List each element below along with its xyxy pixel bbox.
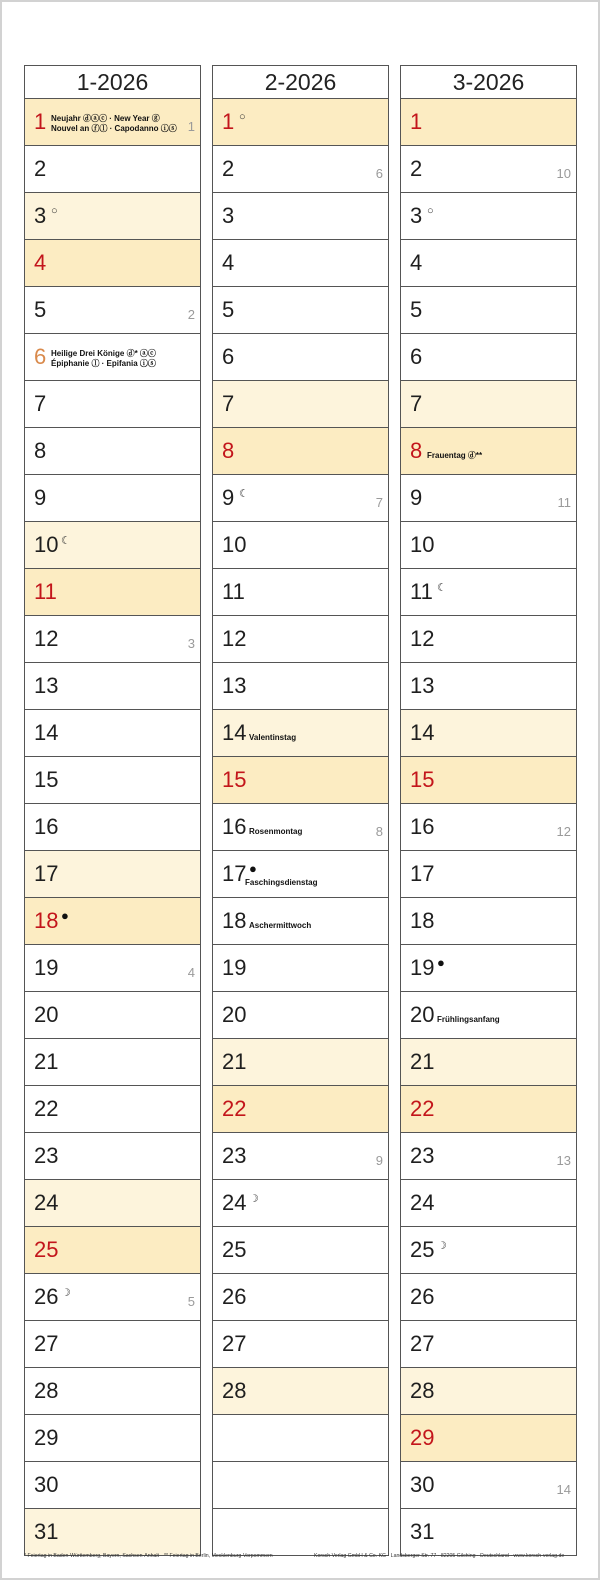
day-row — [25, 1180, 200, 1227]
day-note: Frühlingsanfang — [437, 1015, 500, 1024]
day-row — [213, 240, 388, 287]
day-row — [25, 616, 200, 663]
day-number: 30 — [410, 1472, 435, 1497]
day-note: Faschingsdienstag — [245, 878, 318, 887]
first-quarter-moon-icon: ☾ — [437, 582, 447, 594]
day-row — [25, 1462, 200, 1509]
day-row — [401, 710, 576, 757]
day-row — [25, 851, 200, 898]
day-row — [401, 1415, 576, 1462]
day-number: 29 — [34, 1425, 59, 1450]
day-number: 25 — [34, 1237, 59, 1262]
calendar-week-number: 10 — [556, 166, 571, 181]
day-row — [25, 381, 200, 428]
day-note-secondary: Épiphanie ⓛ · Epifania ⓘⓢ — [51, 359, 156, 368]
full-moon-icon: ● — [61, 908, 69, 923]
day-number: 7 — [222, 391, 235, 416]
day-number: 27 — [222, 1331, 247, 1356]
day-row — [213, 1368, 388, 1415]
day-row — [25, 1086, 200, 1133]
empty-day-row — [213, 1462, 388, 1509]
day-row — [25, 804, 200, 851]
day-number: 1 — [222, 109, 235, 134]
footer-publisher: Korsch Verlag GmbH & Co. KG · Landsberger Str. 77 · 82205 Gilching · Deutschland · www.korsch-verlag.de — [314, 1553, 565, 1559]
day-row — [401, 287, 576, 334]
day-number: 18 — [410, 908, 435, 933]
day-row — [25, 1274, 200, 1321]
day-row — [213, 334, 388, 381]
day-row — [401, 428, 576, 475]
day-number: 11 — [410, 579, 433, 604]
day-number: 7 — [34, 391, 47, 416]
day-number: 17 — [410, 861, 435, 886]
day-number: 2 — [222, 156, 235, 181]
day-row — [401, 1274, 576, 1321]
day-number: 3 — [222, 203, 235, 228]
day-row — [213, 146, 388, 193]
new-moon-icon: ○ — [427, 205, 434, 217]
day-number: 24 — [410, 1190, 435, 1215]
day-row — [401, 945, 576, 992]
day-row — [25, 1039, 200, 1086]
day-row — [401, 992, 576, 1039]
day-number: 5 — [222, 297, 235, 322]
day-row — [213, 898, 388, 945]
month-title: 1-2026 — [25, 66, 200, 99]
day-number: 23 — [222, 1143, 247, 1168]
day-number: 11 — [222, 579, 245, 604]
day-number: 22 — [34, 1096, 59, 1121]
day-number: 28 — [410, 1378, 435, 1403]
day-number: 30 — [34, 1472, 59, 1497]
day-row — [25, 992, 200, 1039]
footer-note-1: * Feiertag in Baden-Württemberg, Bayern, Sachsen-Anhalt — [24, 1553, 159, 1559]
calendar-week-number: 12 — [556, 824, 571, 839]
day-row — [401, 1180, 576, 1227]
day-row — [25, 428, 200, 475]
day-number: 26 — [34, 1284, 59, 1309]
day-row — [213, 992, 388, 1039]
day-note-secondary: Nouvel an ⓕⓛ · Capodanno ⓘⓢ — [51, 124, 177, 133]
day-row — [401, 757, 576, 804]
day-row — [401, 1321, 576, 1368]
day-row — [25, 1321, 200, 1368]
day-row — [213, 710, 388, 757]
day-number: 16 — [410, 814, 435, 839]
day-number: 10 — [410, 532, 435, 557]
day-row — [401, 898, 576, 945]
day-number: 12 — [222, 626, 247, 651]
day-row — [25, 663, 200, 710]
day-row — [25, 1415, 200, 1462]
day-number: 12 — [410, 626, 435, 651]
new-moon-icon: ○ — [51, 205, 58, 217]
calendar-week-number: 14 — [556, 1482, 571, 1497]
day-row — [213, 1039, 388, 1086]
last-quarter-moon-icon: ☽ — [249, 1193, 259, 1205]
day-number: 21 — [410, 1049, 435, 1074]
day-row — [401, 804, 576, 851]
day-number: 5 — [34, 297, 47, 322]
day-number: 16 — [34, 814, 59, 839]
day-number: 31 — [34, 1519, 59, 1544]
day-number: 3 — [34, 203, 47, 228]
day-row — [25, 522, 200, 569]
day-number: 23 — [34, 1143, 59, 1168]
day-note: Aschermittwoch — [249, 921, 312, 930]
day-number: 5 — [410, 297, 423, 322]
day-number: 20 — [222, 1002, 247, 1027]
day-number: 7 — [410, 391, 423, 416]
day-row — [213, 1133, 388, 1180]
day-row — [25, 1227, 200, 1274]
day-row — [213, 381, 388, 428]
day-row — [213, 522, 388, 569]
day-number: 12 — [34, 626, 59, 651]
day-number: 11 — [34, 579, 57, 604]
day-row — [213, 428, 388, 475]
day-number: 8 — [410, 438, 423, 463]
day-row — [25, 898, 200, 945]
day-number: 19 — [410, 955, 435, 980]
day-number: 29 — [410, 1425, 435, 1450]
day-row — [25, 757, 200, 804]
day-number: 9 — [410, 485, 423, 510]
day-row — [213, 804, 388, 851]
day-note: Frauentag ⓓ** — [427, 451, 483, 460]
first-quarter-moon-icon: ☾ — [239, 488, 249, 500]
month-column-march — [400, 65, 577, 1556]
day-number: 14 — [222, 720, 247, 745]
day-row — [25, 193, 200, 240]
day-row — [213, 287, 388, 334]
day-row — [401, 1368, 576, 1415]
day-row — [25, 1509, 200, 1556]
calendar-week-number: 5 — [187, 1294, 195, 1309]
day-number: 13 — [34, 673, 59, 698]
day-number: 3 — [410, 203, 423, 228]
day-row — [213, 99, 388, 146]
day-number: 27 — [34, 1331, 59, 1356]
day-number: 1 — [34, 109, 47, 134]
day-row — [25, 945, 200, 992]
day-row — [25, 240, 200, 287]
day-number: 6 — [410, 344, 423, 369]
day-number: 19 — [34, 955, 59, 980]
day-number: 15 — [34, 767, 59, 792]
day-number: 14 — [34, 720, 59, 745]
day-number: 28 — [222, 1378, 247, 1403]
day-row — [401, 381, 576, 428]
calendar-week-number: 13 — [556, 1153, 571, 1168]
day-row — [401, 99, 576, 146]
calendar-week-number: 8 — [375, 824, 383, 839]
month-column-january — [24, 65, 201, 1556]
day-row — [213, 757, 388, 804]
day-row — [401, 146, 576, 193]
day-number: 13 — [410, 673, 435, 698]
day-note: Heilige Drei Könige ⓓ* ⓐⓒ — [51, 349, 156, 358]
day-row — [401, 522, 576, 569]
day-number: 15 — [222, 767, 247, 792]
day-number: 1 — [410, 109, 423, 134]
day-row — [401, 240, 576, 287]
day-row — [213, 569, 388, 616]
day-row — [213, 1274, 388, 1321]
day-row — [401, 616, 576, 663]
day-number: 10 — [222, 532, 247, 557]
last-quarter-moon-icon: ☽ — [437, 1240, 447, 1252]
day-number: 28 — [34, 1378, 59, 1403]
day-number: 2 — [34, 156, 47, 181]
day-number: 18 — [222, 908, 247, 933]
day-list — [25, 99, 200, 1556]
day-row — [25, 569, 200, 616]
day-row — [25, 1368, 200, 1415]
day-number: 26 — [410, 1284, 435, 1309]
day-row — [213, 616, 388, 663]
day-number: 22 — [410, 1096, 435, 1121]
day-row — [25, 475, 200, 522]
day-number: 4 — [222, 250, 235, 275]
day-number: 16 — [222, 814, 247, 839]
day-number: 20 — [34, 1002, 59, 1027]
day-row — [25, 710, 200, 757]
last-quarter-moon-icon: ☽ — [61, 1287, 71, 1299]
day-number: 4 — [410, 250, 423, 275]
empty-day-row — [213, 1509, 388, 1556]
first-quarter-moon-icon: ☾ — [61, 535, 71, 547]
calendar-week-number: 11 — [557, 495, 571, 510]
day-note: Valentinstag — [249, 733, 297, 742]
day-note: Rosenmontag — [249, 827, 303, 836]
day-list — [213, 99, 388, 1556]
day-number: 10 — [34, 532, 59, 557]
day-row — [25, 287, 200, 334]
new-moon-icon: ○ — [239, 111, 246, 123]
day-row — [213, 1227, 388, 1274]
day-number: 9 — [222, 485, 235, 510]
day-number: 15 — [410, 767, 435, 792]
day-row — [25, 1133, 200, 1180]
day-number: 23 — [410, 1143, 435, 1168]
day-note: Neujahr ⓓⓐⓒ · New Year ⓖ — [51, 114, 160, 123]
day-row — [213, 193, 388, 240]
day-row — [401, 1133, 576, 1180]
day-row — [25, 334, 200, 381]
day-number: 31 — [410, 1519, 435, 1544]
day-number: 22 — [222, 1096, 247, 1121]
day-row — [401, 663, 576, 710]
day-number: 21 — [34, 1049, 59, 1074]
day-number: 25 — [222, 1237, 247, 1262]
footer-note-2: ** Feiertag in Berlin, Mecklenburg-Vorpommern — [164, 1553, 273, 1559]
day-number: 4 — [34, 250, 47, 275]
day-number: 18 — [34, 908, 59, 933]
day-number: 27 — [410, 1331, 435, 1356]
day-number: 9 — [34, 485, 47, 510]
day-number: 20 — [410, 1002, 435, 1027]
day-number: 8 — [222, 438, 235, 463]
empty-day-row — [213, 1415, 388, 1462]
day-row — [401, 851, 576, 898]
calendar-week-number: 2 — [187, 307, 195, 322]
day-row — [401, 1462, 576, 1509]
day-row — [25, 99, 200, 146]
day-number: 17 — [34, 861, 59, 886]
day-row — [401, 1039, 576, 1086]
day-row — [213, 663, 388, 710]
day-row — [401, 1227, 576, 1274]
month-title: 3-2026 — [401, 66, 576, 99]
day-number: 21 — [222, 1049, 247, 1074]
full-moon-icon: ● — [437, 955, 445, 970]
calendar-week-number: 7 — [375, 495, 383, 510]
calendar-week-number: 1 — [187, 119, 195, 134]
day-number: 24 — [222, 1190, 247, 1215]
day-number: 25 — [410, 1237, 435, 1262]
day-row — [401, 334, 576, 381]
day-row — [213, 1321, 388, 1368]
day-row — [401, 193, 576, 240]
day-number: 26 — [222, 1284, 247, 1309]
day-row — [401, 475, 576, 522]
day-row — [25, 146, 200, 193]
day-row — [401, 1509, 576, 1556]
month-title: 2-2026 — [213, 66, 388, 99]
day-number: 8 — [34, 438, 47, 463]
calendar-week-number: 3 — [187, 636, 195, 651]
calendar-week-number: 6 — [375, 166, 383, 181]
day-list — [401, 99, 576, 1556]
day-number: 13 — [222, 673, 247, 698]
calendar-week-number: 9 — [375, 1153, 383, 1168]
month-column-february — [212, 65, 389, 1556]
day-number: 6 — [34, 344, 47, 369]
day-number: 14 — [410, 720, 435, 745]
day-number: 19 — [222, 955, 247, 980]
day-row — [213, 475, 388, 522]
calendar-week-number: 4 — [187, 965, 195, 980]
full-moon-icon: ● — [249, 861, 257, 876]
day-row — [213, 1180, 388, 1227]
day-number: 17 — [222, 861, 247, 886]
day-number: 2 — [410, 156, 423, 181]
day-number: 24 — [34, 1190, 59, 1215]
day-row — [213, 1086, 388, 1133]
day-number: 6 — [222, 344, 235, 369]
day-row — [401, 1086, 576, 1133]
day-row — [213, 851, 388, 898]
day-row — [401, 569, 576, 616]
day-row — [213, 945, 388, 992]
